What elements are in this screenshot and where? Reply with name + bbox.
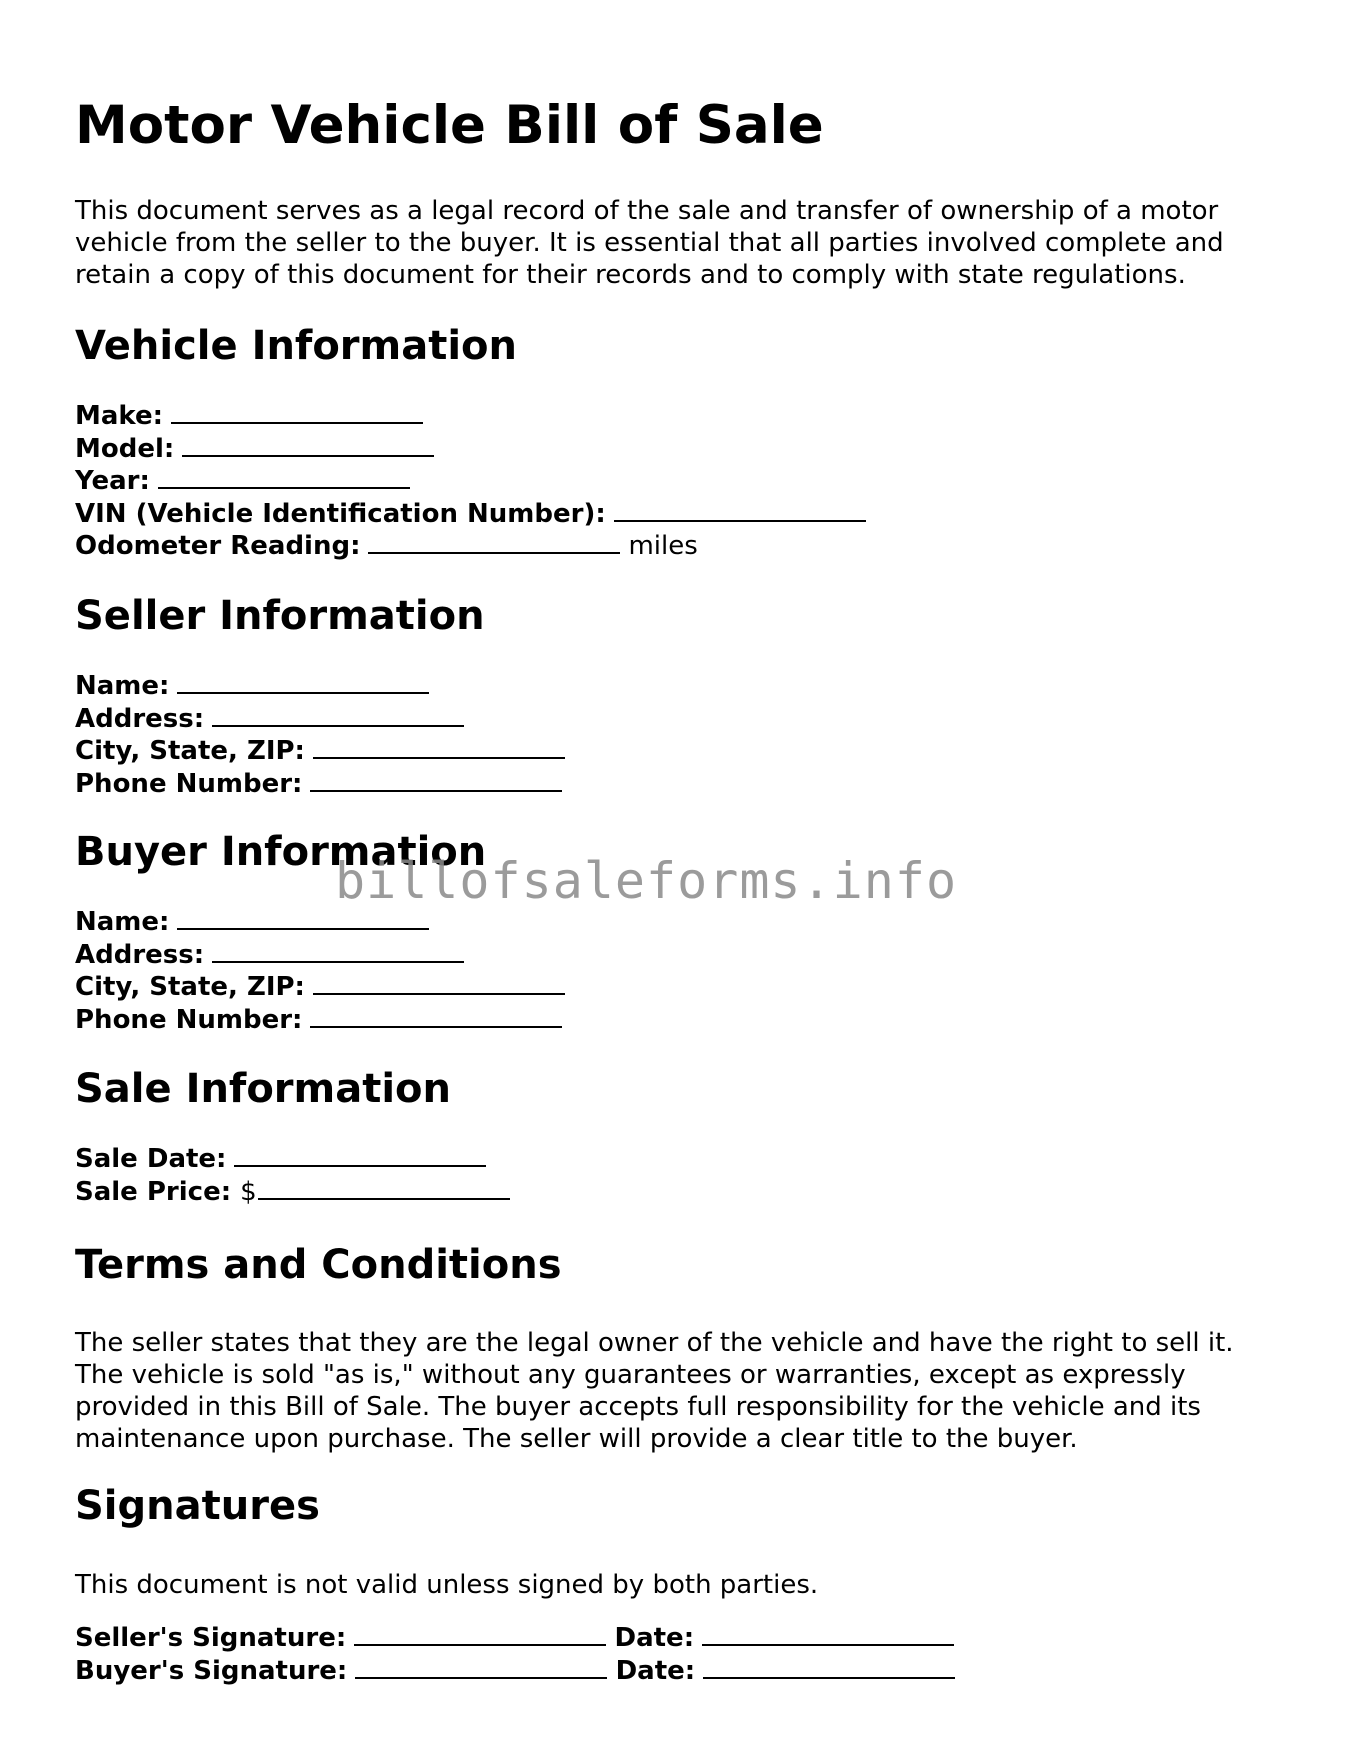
terms-heading: Terms and Conditions xyxy=(75,1242,562,1288)
odometer-unit: miles xyxy=(628,531,698,561)
make-field xyxy=(75,400,866,433)
buyer-address-field xyxy=(75,939,565,972)
intro-paragraph: This document serves as a legal record of the sale and transfer of ownership of a motor vehicle from the seller to the buyer. It is essential that all parties involved complete and retain a copy of this document for their records and to comply with state regulations. xyxy=(75,196,1224,290)
seller-signature-label: Seller's Signature: xyxy=(75,1623,347,1653)
buyer-signature-field xyxy=(75,1655,955,1688)
seller-city-field xyxy=(75,735,565,768)
sale-price-blank[interactable] xyxy=(258,1176,510,1200)
model-label: Model: xyxy=(75,433,175,464)
buyer-date-label: Date: xyxy=(615,1655,696,1686)
sale-heading: Sale Information xyxy=(75,1066,451,1112)
seller-phone-blank[interactable] xyxy=(310,768,562,792)
year-label: Year: xyxy=(75,466,150,496)
vin-label: VIN (Vehicle Identification Number): xyxy=(75,498,606,529)
buyer-signature-blank[interactable] xyxy=(355,1655,607,1679)
make-label: Make: xyxy=(75,401,164,431)
buyer-name-label: Name: xyxy=(75,907,170,937)
seller-signature-blank[interactable] xyxy=(354,1622,606,1646)
seller-city-blank[interactable] xyxy=(313,735,565,759)
buyer-city-field xyxy=(75,971,565,1004)
buyer-phone-blank[interactable] xyxy=(310,1004,562,1028)
buyer-date-blank[interactable] xyxy=(703,1655,955,1679)
sale-price-label: Sale Price: xyxy=(75,1176,232,1207)
seller-address-blank[interactable] xyxy=(212,703,464,727)
vehicle-heading: Vehicle Information xyxy=(75,323,517,369)
seller-phone-field xyxy=(75,768,565,801)
seller-name-blank[interactable] xyxy=(177,670,429,694)
vehicle-fields xyxy=(75,400,866,563)
year-blank[interactable] xyxy=(158,465,410,489)
seller-fields xyxy=(75,670,565,800)
vin-blank[interactable] xyxy=(614,498,866,522)
sale-date-field xyxy=(75,1143,510,1176)
buyer-fields xyxy=(75,906,565,1036)
buyer-name-field xyxy=(75,906,565,939)
signatures-note: This document is not valid unless signed by both parties. xyxy=(75,1570,819,1600)
odometer-label: Odometer Reading: xyxy=(75,531,361,561)
buyer-heading: Buyer Information xyxy=(75,829,487,875)
buyer-city-label: City, State, ZIP: xyxy=(75,972,305,1002)
buyer-city-blank[interactable] xyxy=(313,971,565,995)
sale-date-label: Sale Date: xyxy=(75,1144,227,1174)
seller-date-label: Date: xyxy=(614,1623,695,1653)
buyer-address-blank[interactable] xyxy=(212,939,464,963)
model-field xyxy=(75,433,866,466)
currency-symbol: $ xyxy=(240,1176,257,1207)
seller-date-blank[interactable] xyxy=(702,1622,954,1646)
seller-address-field xyxy=(75,703,565,736)
sale-price-field xyxy=(75,1176,510,1209)
seller-heading: Seller Information xyxy=(75,593,485,639)
year-field xyxy=(75,465,866,498)
seller-name-label: Name: xyxy=(75,671,170,701)
seller-address-label: Address: xyxy=(75,703,205,734)
odometer-field xyxy=(75,530,866,563)
seller-city-label: City, State, ZIP: xyxy=(75,736,305,766)
buyer-phone-label: Phone Number: xyxy=(75,1004,303,1035)
buyer-phone-field xyxy=(75,1004,565,1037)
seller-phone-label: Phone Number: xyxy=(75,768,303,799)
make-blank[interactable] xyxy=(171,400,423,424)
page-title: Motor Vehicle Bill of Sale xyxy=(75,95,824,156)
watermark-text: billofsaleforms.info xyxy=(335,852,958,910)
vin-field xyxy=(75,498,866,531)
terms-paragraph: The seller states that they are the legal owner of the vehicle and have the right to sell it. The vehicle is sold "as is," without any guarantees or warranties, except as expressly provided in this Bill of Sale. The buyer accepts full responsibility for the vehicle and its maintenance upon purchase. The seller will provide a clear title to the buyer. xyxy=(75,1328,1234,1454)
buyer-address-label: Address: xyxy=(75,939,205,970)
seller-signature-field xyxy=(75,1622,955,1655)
signatures-heading: Signatures xyxy=(75,1483,320,1529)
sale-fields xyxy=(75,1143,510,1208)
buyer-signature-label: Buyer's Signature: xyxy=(75,1655,348,1686)
sale-date-blank[interactable] xyxy=(234,1143,486,1167)
odometer-blank[interactable] xyxy=(368,530,620,554)
seller-name-field xyxy=(75,670,565,703)
model-blank[interactable] xyxy=(182,433,434,457)
signature-fields xyxy=(75,1622,955,1687)
